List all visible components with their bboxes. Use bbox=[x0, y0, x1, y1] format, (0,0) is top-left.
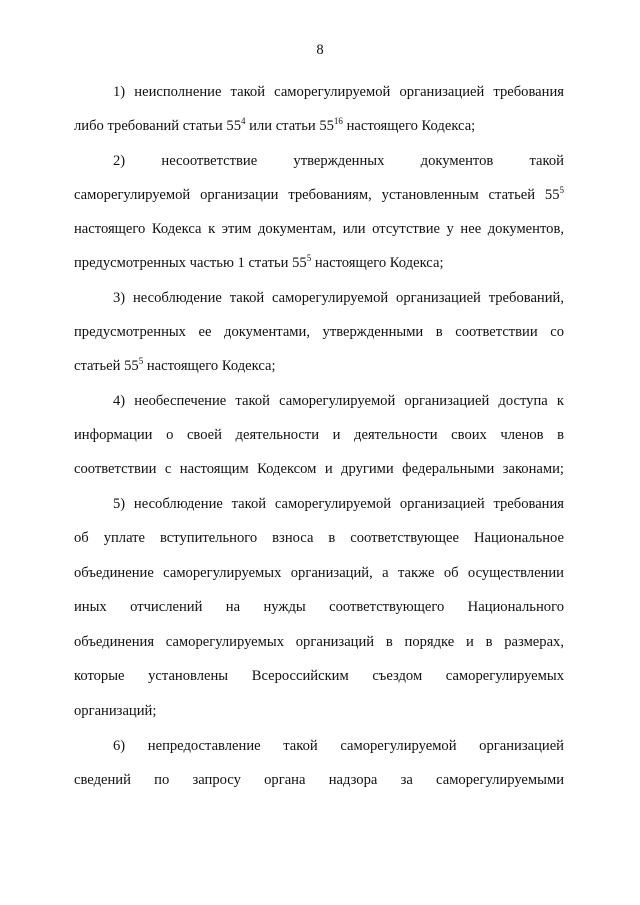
item-2-line-3: настоящего Кодекса к этим документам, или отсутствие у нее документов, bbox=[74, 221, 564, 237]
item-5-line-3: объединение саморегулируемых организаций, а также об осуществлении bbox=[74, 565, 564, 581]
item-2-line-1: 2) несоответствие утвержденных документов такой bbox=[113, 153, 564, 169]
item-2-line-2: саморегулируемой организации требованиям, установленным статьей $55^5$ bbox=[74, 185, 564, 203]
item-5-line-5: объединения саморегулируемых организаций в порядке и в размерах, bbox=[74, 634, 564, 650]
page-number: 8 bbox=[316, 42, 324, 58]
item-3-line-3: статьей $55^5$ настоящего Кодекса; bbox=[74, 356, 276, 374]
item-5-line-2: об уплате вступительного взноса в соответствующее Национальное bbox=[74, 530, 564, 546]
item-5-line-6: которые установлены Всероссийским съездом саморегулируемых bbox=[74, 668, 564, 684]
item-4-line-2: информации о своей деятельности и деятельности своих членов в bbox=[74, 427, 564, 443]
item-6-line-2: сведений по запросу органа надзора за саморегулируемыми bbox=[74, 772, 564, 788]
item-4-line-3: соответствии с настоящим Кодексом и другими федеральными законами; bbox=[74, 461, 564, 477]
item-5-line-7: организаций; bbox=[74, 703, 157, 719]
item-3-line-1: 3) несоблюдение такой саморегулируемой организацией требований, bbox=[113, 290, 564, 306]
item-5-line-1: 5) несоблюдение такой саморегулируемой организацией требования bbox=[113, 496, 564, 512]
item-3-line-2: предусмотренных ее документами, утвержденными в соответствии со bbox=[74, 324, 564, 340]
item-6-line-1: 6) непредоставление такой саморегулируемой организацией bbox=[113, 738, 564, 754]
item-2-line-4: предусмотренных частью 1 статьи $55^5$ настоящего Кодекса; bbox=[74, 253, 444, 271]
item-1-line-2: либо требований статьи $55^4$ или статьи $55^{16}$ настоящего Кодекса; bbox=[74, 116, 476, 134]
item-4-line-1: 4) необеспечение такой саморегулируемой организацией доступа к bbox=[113, 393, 564, 409]
item-5-line-4: иных отчислений на нужды соответствующего Национального bbox=[74, 599, 564, 615]
item-1-line-1: 1) неисполнение такой саморегулируемой организацией требования bbox=[113, 84, 564, 100]
